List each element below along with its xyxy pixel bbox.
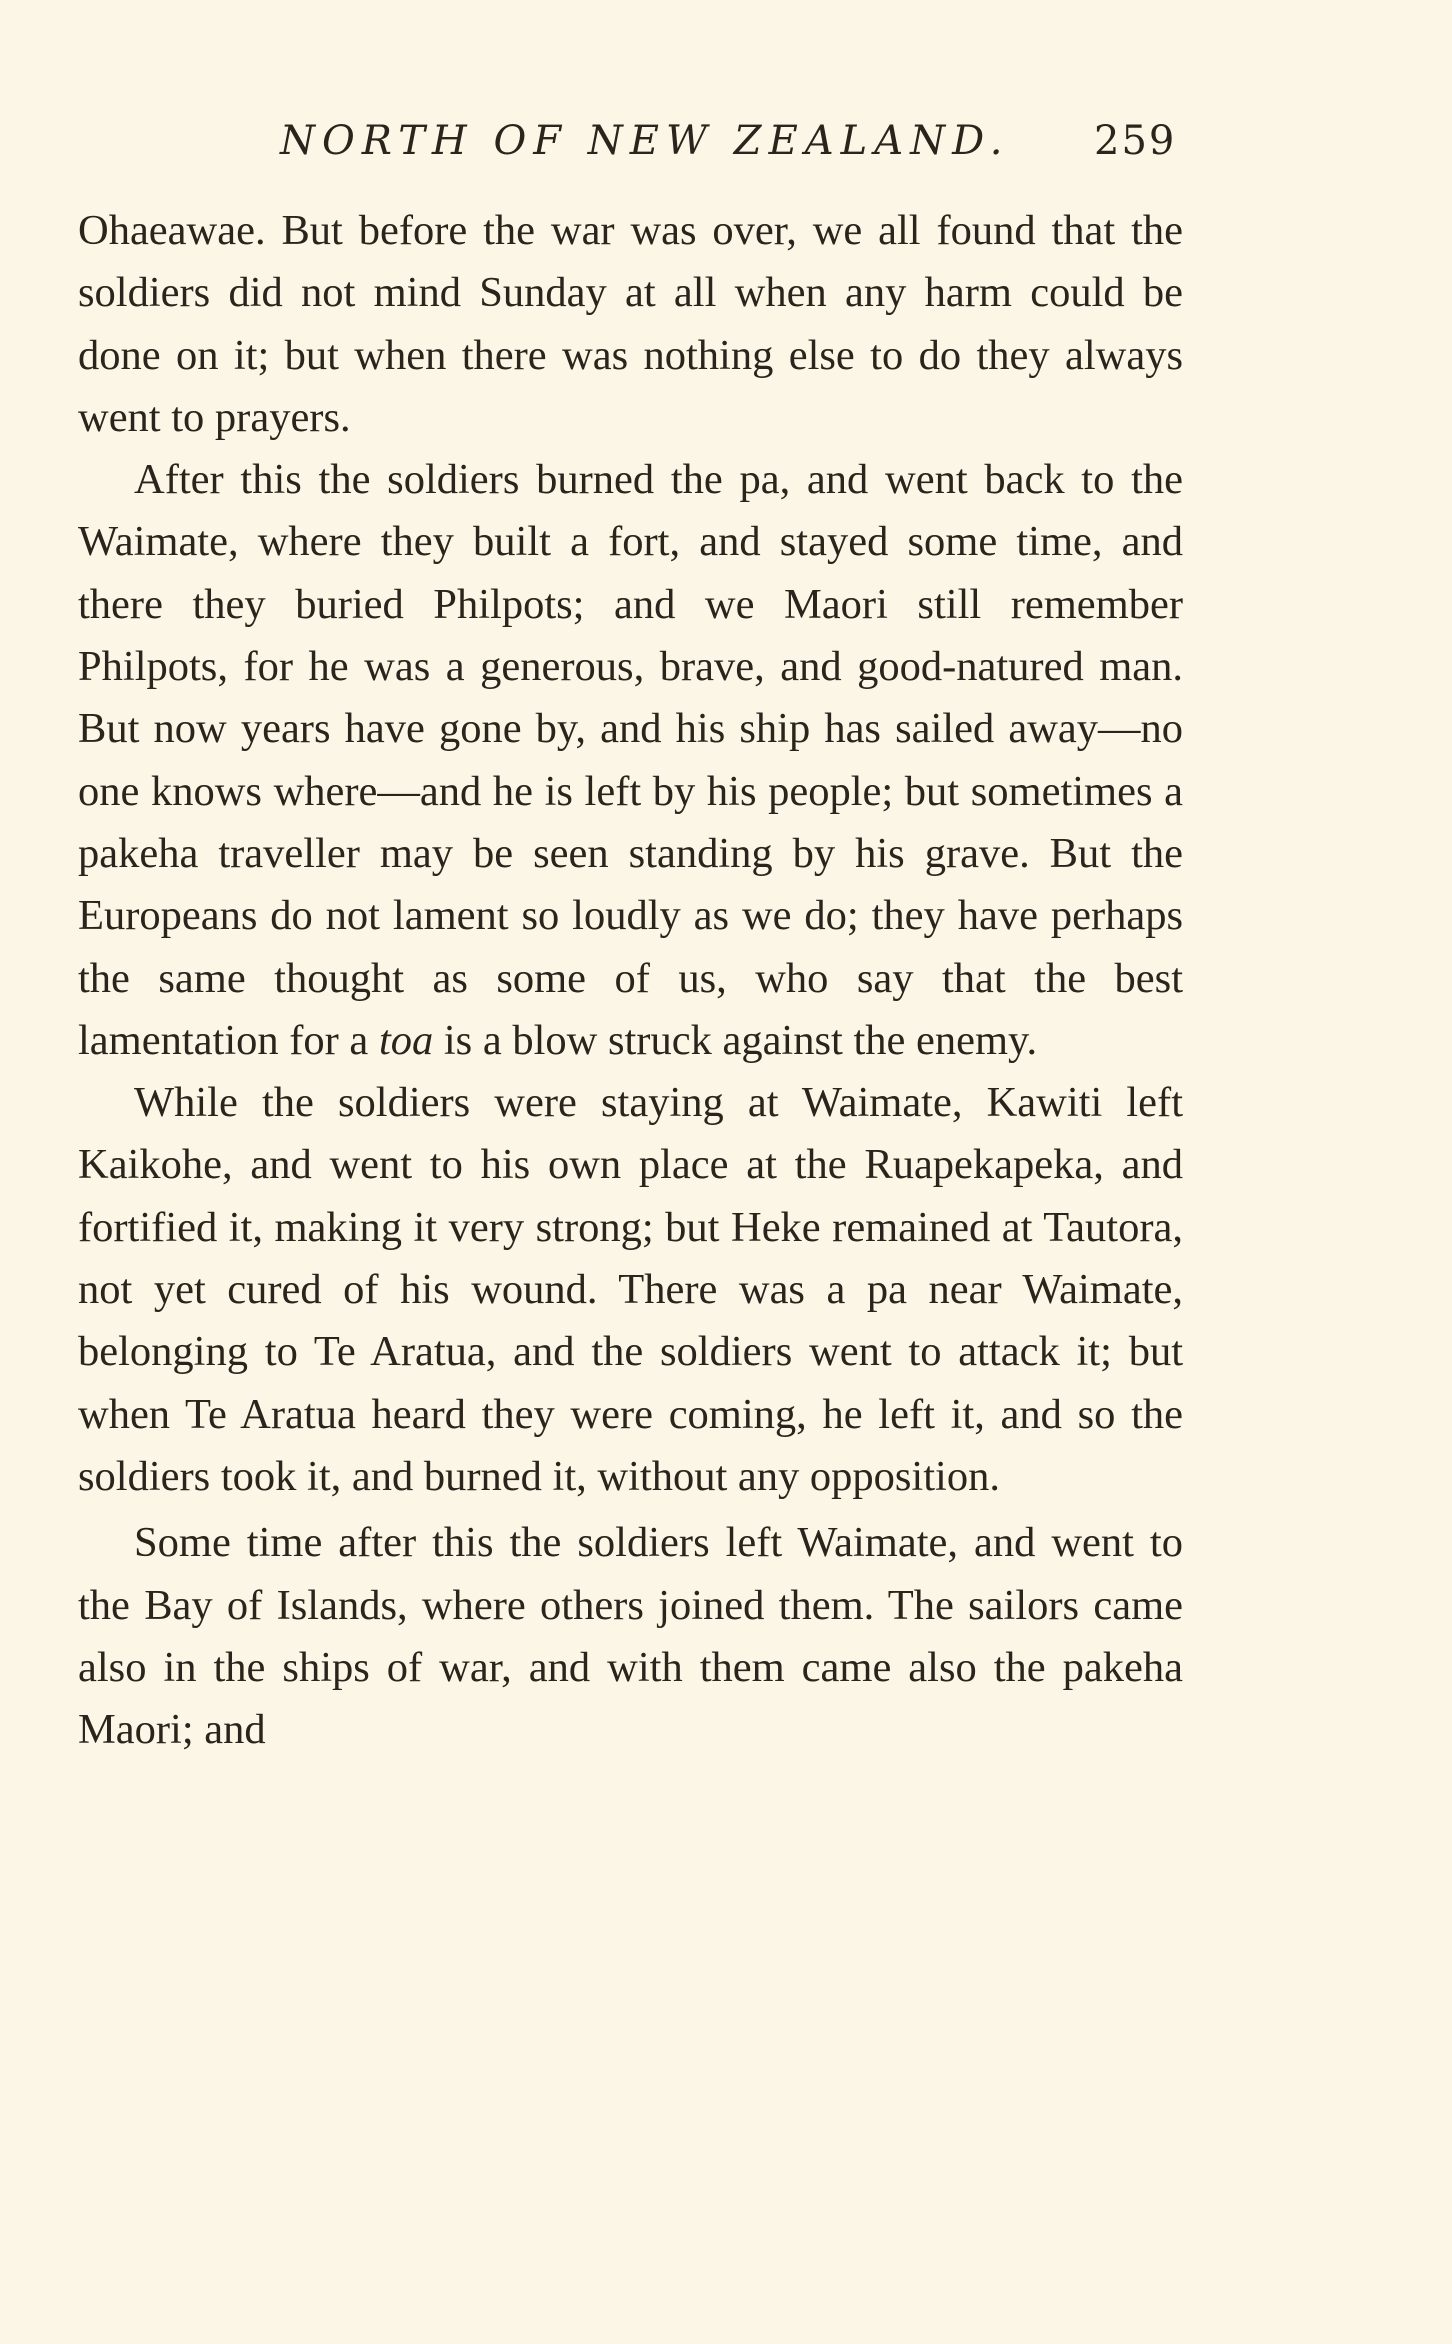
paragraph-3: While the soldiers were staying at Waimate, Kawiti left Kaikohe, and went to his own place at the Ruapekapeka, and fortified it, making it very strong; but Heke remained at Tautora, not yet cured of his wound. There was a pa near Waimate, belonging to Te Aratua, and the soldiers went to attack it; but when Te Aratua heard they were coming, he left it, and so the soldiers took it, and burned it, without any opposition. (78, 1079, 1183, 1500)
page-number: 259 (1094, 118, 1177, 164)
page-header (0, 118, 1452, 178)
paragraph-2 (78, 449, 1183, 1072)
body-text (78, 200, 1183, 1761)
paragraph-2-text-after: is a blow struck against the enemy. (433, 1016, 1038, 1064)
paragraph-1: Ohaeawae. But before the war was over, we all found that the soldiers did not mind Sunday at all when any harm could be done on it; but when there was nothing else to do they always went to prayers. (78, 207, 1183, 441)
running-head: NORTH OF NEW ZEALAND. (280, 118, 1010, 164)
paragraph-2-text-before: After this the soldiers burned the pa, and went back to the Waimate, where they built a fort, and stayed some time, and there they buried Philpots; and we Maori still remember Philpots, for he was a generous, brave, and good-natured man. But now years have gone by, and his ship has sailed away—no one knows where—and he is left by his people; but sometimes a pakeha traveller may be seen standing by his grave. But the Europeans do not lament so loudly as we do; they have perhaps the same thought as some of us, who say that the best lamentation for a (78, 456, 1183, 1064)
paragraph-4: Some time after this the soldiers left Waimate, and went to the Bay of Islands, where others joined them. The sailors came also in the ships of war, and with them came also the pakeha Maori; and (78, 1519, 1183, 1754)
italic-term-toa: toa (378, 1016, 434, 1064)
